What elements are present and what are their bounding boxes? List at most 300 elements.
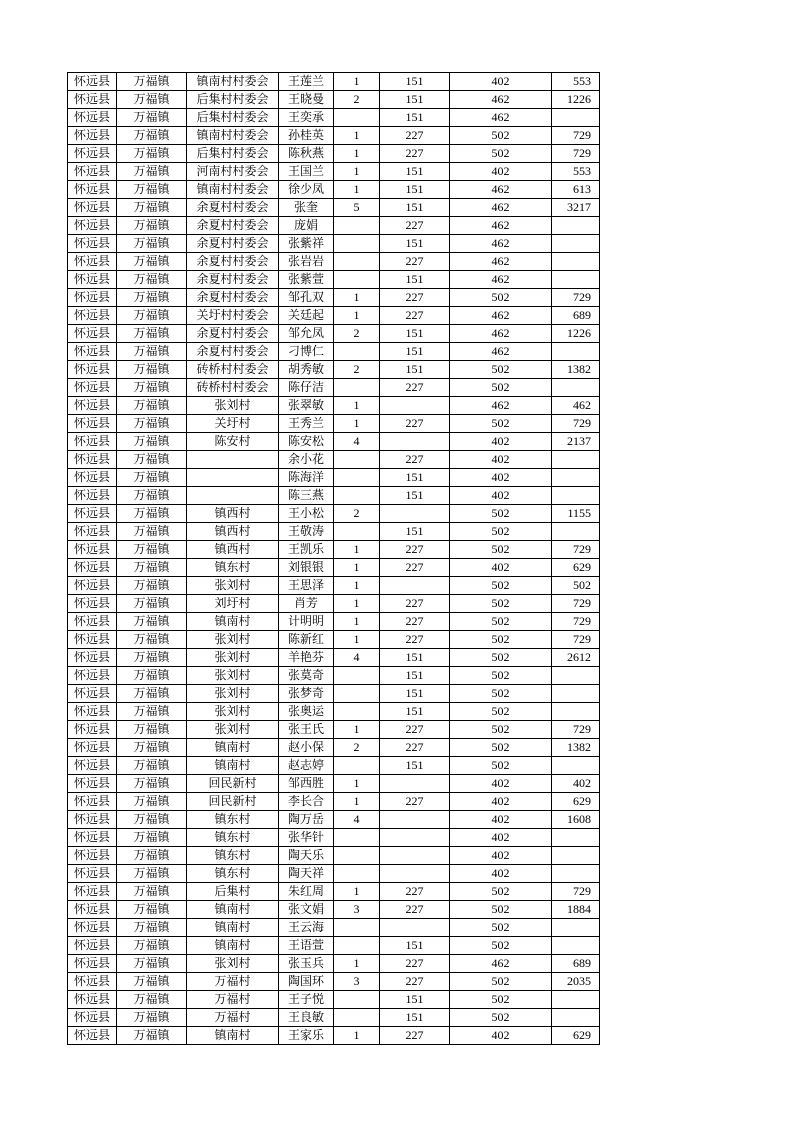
county-cell: 怀远县 [68, 433, 117, 451]
amount-a-cell: 151 [380, 1009, 450, 1027]
total-cell: 629 [552, 559, 600, 577]
village-cell: 镇西村 [187, 541, 279, 559]
amount-b-cell: 502 [450, 361, 552, 379]
amount-b-cell: 502 [450, 145, 552, 163]
total-cell: 3217 [552, 199, 600, 217]
total-cell [552, 235, 600, 253]
table-row [68, 199, 600, 217]
table-row [68, 721, 600, 739]
name-cell: 王秀兰 [279, 415, 334, 433]
village-cell: 余夏村村委会 [187, 217, 279, 235]
town-cell: 万福镇 [117, 181, 187, 199]
total-cell: 553 [552, 163, 600, 181]
town-cell: 万福镇 [117, 667, 187, 685]
town-cell: 万福镇 [117, 937, 187, 955]
table-row [68, 595, 600, 613]
county-cell: 怀远县 [68, 145, 117, 163]
county-cell: 怀远县 [68, 73, 117, 91]
amount-b-cell: 502 [450, 505, 552, 523]
table-row [68, 1027, 600, 1045]
amount-b-cell: 462 [450, 397, 552, 415]
total-cell [552, 865, 600, 883]
county-cell: 怀远县 [68, 613, 117, 631]
amount-a-cell: 151 [380, 757, 450, 775]
count-cell: 2 [334, 361, 380, 379]
total-cell: 1226 [552, 91, 600, 109]
amount-b-cell: 502 [450, 613, 552, 631]
table-row [68, 361, 600, 379]
table-row [68, 883, 600, 901]
name-cell: 张翠敏 [279, 397, 334, 415]
town-cell: 万福镇 [117, 883, 187, 901]
total-cell: 729 [552, 541, 600, 559]
town-cell: 万福镇 [117, 865, 187, 883]
table-row [68, 325, 600, 343]
table-row [68, 901, 600, 919]
total-cell: 2035 [552, 973, 600, 991]
table-row [68, 649, 600, 667]
town-cell: 万福镇 [117, 163, 187, 181]
amount-b-cell: 402 [450, 829, 552, 847]
amount-b-cell: 502 [450, 649, 552, 667]
village-cell: 万福村 [187, 991, 279, 1009]
total-cell: 462 [552, 397, 600, 415]
county-cell: 怀远县 [68, 487, 117, 505]
town-cell: 万福镇 [117, 919, 187, 937]
village-cell: 张刘村 [187, 667, 279, 685]
amount-a-cell: 227 [380, 1027, 450, 1045]
total-cell [552, 829, 600, 847]
town-cell: 万福镇 [117, 325, 187, 343]
amount-b-cell: 502 [450, 289, 552, 307]
table-row [68, 703, 600, 721]
amount-a-cell [380, 847, 450, 865]
county-cell: 怀远县 [68, 631, 117, 649]
county-cell: 怀远县 [68, 955, 117, 973]
name-cell: 赵志婷 [279, 757, 334, 775]
village-cell: 余夏村村委会 [187, 235, 279, 253]
total-cell: 729 [552, 415, 600, 433]
county-cell: 怀远县 [68, 361, 117, 379]
county-cell: 怀远县 [68, 451, 117, 469]
count-cell [334, 991, 380, 1009]
table-row [68, 739, 600, 757]
count-cell [334, 865, 380, 883]
table-row [68, 91, 600, 109]
village-cell: 刘圩村 [187, 595, 279, 613]
name-cell: 孙桂英 [279, 127, 334, 145]
amount-b-cell: 402 [450, 451, 552, 469]
count-cell: 1 [334, 307, 380, 325]
county-cell: 怀远县 [68, 523, 117, 541]
town-cell: 万福镇 [117, 721, 187, 739]
total-cell: 2137 [552, 433, 600, 451]
amount-a-cell [380, 433, 450, 451]
town-cell: 万福镇 [117, 901, 187, 919]
village-cell: 张刘村 [187, 397, 279, 415]
county-cell: 怀远县 [68, 721, 117, 739]
amount-a-cell [380, 865, 450, 883]
table-row [68, 973, 600, 991]
total-cell: 1884 [552, 901, 600, 919]
town-cell: 万福镇 [117, 829, 187, 847]
count-cell [334, 937, 380, 955]
table-row [68, 127, 600, 145]
name-cell: 陈三燕 [279, 487, 334, 505]
total-cell [552, 757, 600, 775]
name-cell: 刘银银 [279, 559, 334, 577]
count-cell: 3 [334, 901, 380, 919]
county-cell: 怀远县 [68, 865, 117, 883]
table-row [68, 757, 600, 775]
name-cell: 朱红周 [279, 883, 334, 901]
county-cell: 怀远县 [68, 469, 117, 487]
village-cell: 万福村 [187, 1009, 279, 1027]
amount-b-cell: 502 [450, 127, 552, 145]
town-cell: 万福镇 [117, 253, 187, 271]
total-cell: 729 [552, 127, 600, 145]
town-cell: 万福镇 [117, 199, 187, 217]
amount-a-cell: 227 [380, 901, 450, 919]
count-cell: 1 [334, 577, 380, 595]
name-cell: 王莲兰 [279, 73, 334, 91]
name-cell: 徐少凤 [279, 181, 334, 199]
count-cell [334, 1009, 380, 1027]
count-cell: 1 [334, 73, 380, 91]
count-cell: 5 [334, 199, 380, 217]
table-row [68, 667, 600, 685]
table-body [68, 73, 600, 1045]
amount-a-cell: 227 [380, 127, 450, 145]
village-cell [187, 451, 279, 469]
count-cell: 2 [334, 505, 380, 523]
county-cell: 怀远县 [68, 973, 117, 991]
table-row [68, 253, 600, 271]
total-cell [552, 991, 600, 1009]
total-cell: 2612 [552, 649, 600, 667]
amount-a-cell: 151 [380, 199, 450, 217]
count-cell: 1 [334, 721, 380, 739]
town-cell: 万福镇 [117, 613, 187, 631]
total-cell: 402 [552, 775, 600, 793]
amount-a-cell [380, 775, 450, 793]
table-row [68, 631, 600, 649]
county-cell: 怀远县 [68, 937, 117, 955]
table-row [68, 235, 600, 253]
table-row [68, 163, 600, 181]
count-cell: 2 [334, 739, 380, 757]
count-cell: 1 [334, 415, 380, 433]
name-cell: 王良敏 [279, 1009, 334, 1027]
name-cell: 陈仔洁 [279, 379, 334, 397]
table-row [68, 145, 600, 163]
town-cell: 万福镇 [117, 145, 187, 163]
amount-b-cell: 502 [450, 523, 552, 541]
total-cell: 1382 [552, 361, 600, 379]
amount-b-cell: 502 [450, 919, 552, 937]
table-row [68, 775, 600, 793]
count-cell: 1 [334, 631, 380, 649]
total-cell [552, 451, 600, 469]
count-cell: 1 [334, 613, 380, 631]
county-cell: 怀远县 [68, 883, 117, 901]
village-cell [187, 469, 279, 487]
town-cell: 万福镇 [117, 73, 187, 91]
name-cell: 王思泽 [279, 577, 334, 595]
count-cell [334, 235, 380, 253]
amount-b-cell: 462 [450, 325, 552, 343]
amount-b-cell: 402 [450, 793, 552, 811]
table-row [68, 379, 600, 397]
village-cell: 后集村村委会 [187, 109, 279, 127]
table-row [68, 991, 600, 1009]
count-cell: 1 [334, 1027, 380, 1045]
amount-a-cell: 227 [380, 541, 450, 559]
table-row [68, 541, 600, 559]
total-cell: 553 [552, 73, 600, 91]
total-cell: 689 [552, 307, 600, 325]
table-row [68, 271, 600, 289]
table-row [68, 73, 600, 91]
town-cell: 万福镇 [117, 685, 187, 703]
name-cell: 王国兰 [279, 163, 334, 181]
count-cell [334, 469, 380, 487]
amount-a-cell [380, 811, 450, 829]
table-row [68, 307, 600, 325]
count-cell: 1 [334, 289, 380, 307]
amount-b-cell: 502 [450, 1009, 552, 1027]
village-cell: 镇西村 [187, 505, 279, 523]
amount-b-cell: 462 [450, 109, 552, 127]
total-cell: 1608 [552, 811, 600, 829]
village-cell: 余夏村村委会 [187, 289, 279, 307]
village-cell: 镇南村 [187, 937, 279, 955]
amount-a-cell: 227 [380, 379, 450, 397]
village-cell: 镇东村 [187, 829, 279, 847]
count-cell: 1 [334, 793, 380, 811]
amount-b-cell: 462 [450, 343, 552, 361]
amount-b-cell: 502 [450, 991, 552, 1009]
county-cell: 怀远县 [68, 541, 117, 559]
amount-b-cell: 402 [450, 847, 552, 865]
village-cell: 余夏村村委会 [187, 199, 279, 217]
village-cell: 镇南村 [187, 739, 279, 757]
amount-b-cell: 402 [450, 469, 552, 487]
name-cell: 李长合 [279, 793, 334, 811]
name-cell: 邹孔双 [279, 289, 334, 307]
table-row [68, 451, 600, 469]
total-cell: 629 [552, 1027, 600, 1045]
count-cell [334, 217, 380, 235]
total-cell [552, 379, 600, 397]
table-row [68, 433, 600, 451]
table-row [68, 577, 600, 595]
county-cell: 怀远县 [68, 577, 117, 595]
amount-a-cell: 151 [380, 271, 450, 289]
total-cell [552, 1009, 600, 1027]
total-cell: 729 [552, 289, 600, 307]
village-cell: 镇南村村委会 [187, 127, 279, 145]
amount-b-cell: 502 [450, 415, 552, 433]
name-cell: 陶万岳 [279, 811, 334, 829]
name-cell: 肖芳 [279, 595, 334, 613]
village-cell: 镇南村 [187, 757, 279, 775]
amount-a-cell: 151 [380, 667, 450, 685]
village-cell: 砖桥村村委会 [187, 379, 279, 397]
name-cell: 王奕承 [279, 109, 334, 127]
table-row [68, 937, 600, 955]
count-cell: 2 [334, 325, 380, 343]
name-cell: 张华针 [279, 829, 334, 847]
total-cell [552, 523, 600, 541]
table-row [68, 793, 600, 811]
town-cell: 万福镇 [117, 343, 187, 361]
total-cell [552, 217, 600, 235]
name-cell: 陈新红 [279, 631, 334, 649]
village-cell: 余夏村村委会 [187, 325, 279, 343]
town-cell: 万福镇 [117, 631, 187, 649]
county-cell: 怀远县 [68, 505, 117, 523]
name-cell: 庞娟 [279, 217, 334, 235]
count-cell [334, 343, 380, 361]
count-cell: 1 [334, 181, 380, 199]
table-row [68, 919, 600, 937]
village-cell: 砖桥村村委会 [187, 361, 279, 379]
amount-a-cell: 151 [380, 487, 450, 505]
table-row [68, 829, 600, 847]
village-cell: 后集村 [187, 883, 279, 901]
total-cell [552, 109, 600, 127]
amount-b-cell: 402 [450, 811, 552, 829]
total-cell [552, 253, 600, 271]
amount-b-cell: 402 [450, 433, 552, 451]
county-cell: 怀远县 [68, 757, 117, 775]
total-cell [552, 469, 600, 487]
county-cell: 怀远县 [68, 811, 117, 829]
amount-b-cell: 502 [450, 739, 552, 757]
count-cell: 2 [334, 91, 380, 109]
county-cell: 怀远县 [68, 271, 117, 289]
amount-b-cell: 502 [450, 757, 552, 775]
name-cell: 王语萱 [279, 937, 334, 955]
county-cell: 怀远县 [68, 991, 117, 1009]
count-cell: 1 [334, 559, 380, 577]
count-cell [334, 109, 380, 127]
total-cell [552, 343, 600, 361]
amount-b-cell: 502 [450, 685, 552, 703]
amount-a-cell: 151 [380, 991, 450, 1009]
name-cell: 王子悦 [279, 991, 334, 1009]
total-cell [552, 271, 600, 289]
town-cell: 万福镇 [117, 541, 187, 559]
amount-b-cell: 502 [450, 703, 552, 721]
total-cell: 502 [552, 577, 600, 595]
amount-b-cell: 402 [450, 1027, 552, 1045]
town-cell: 万福镇 [117, 271, 187, 289]
amount-a-cell: 227 [380, 955, 450, 973]
amount-b-cell: 502 [450, 901, 552, 919]
name-cell: 余小花 [279, 451, 334, 469]
town-cell: 万福镇 [117, 649, 187, 667]
name-cell: 关廷起 [279, 307, 334, 325]
amount-a-cell: 227 [380, 451, 450, 469]
amount-a-cell: 151 [380, 235, 450, 253]
total-cell: 1155 [552, 505, 600, 523]
amount-b-cell: 402 [450, 487, 552, 505]
amount-a-cell: 151 [380, 343, 450, 361]
table-row [68, 955, 600, 973]
amount-a-cell [380, 919, 450, 937]
table-row [68, 289, 600, 307]
name-cell: 王小松 [279, 505, 334, 523]
county-cell: 怀远县 [68, 649, 117, 667]
name-cell: 陈海洋 [279, 469, 334, 487]
county-cell: 怀远县 [68, 289, 117, 307]
county-cell: 怀远县 [68, 739, 117, 757]
table-row [68, 523, 600, 541]
amount-a-cell: 227 [380, 613, 450, 631]
count-cell: 1 [334, 145, 380, 163]
amount-b-cell: 402 [450, 775, 552, 793]
amount-a-cell: 151 [380, 361, 450, 379]
county-cell: 怀远县 [68, 325, 117, 343]
town-cell: 万福镇 [117, 379, 187, 397]
village-cell: 陈安村 [187, 433, 279, 451]
count-cell: 1 [334, 595, 380, 613]
amount-b-cell: 502 [450, 721, 552, 739]
table-row [68, 217, 600, 235]
village-cell: 镇南村 [187, 919, 279, 937]
table-row [68, 397, 600, 415]
count-cell [334, 487, 380, 505]
name-cell: 王晓曼 [279, 91, 334, 109]
town-cell: 万福镇 [117, 505, 187, 523]
amount-a-cell: 151 [380, 163, 450, 181]
total-cell: 629 [552, 793, 600, 811]
count-cell [334, 757, 380, 775]
town-cell: 万福镇 [117, 991, 187, 1009]
name-cell: 王家乐 [279, 1027, 334, 1045]
village-cell: 张刘村 [187, 955, 279, 973]
name-cell: 张岩岩 [279, 253, 334, 271]
total-cell: 729 [552, 631, 600, 649]
village-cell [187, 487, 279, 505]
count-cell: 1 [334, 397, 380, 415]
county-cell: 怀远县 [68, 1027, 117, 1045]
table-row [68, 505, 600, 523]
amount-a-cell: 151 [380, 181, 450, 199]
county-cell: 怀远县 [68, 109, 117, 127]
county-cell: 怀远县 [68, 199, 117, 217]
amount-b-cell: 462 [450, 91, 552, 109]
count-cell [334, 829, 380, 847]
town-cell: 万福镇 [117, 703, 187, 721]
table-row [68, 811, 600, 829]
table-row [68, 109, 600, 127]
county-cell: 怀远县 [68, 343, 117, 361]
amount-b-cell: 502 [450, 667, 552, 685]
town-cell: 万福镇 [117, 577, 187, 595]
amount-b-cell: 502 [450, 883, 552, 901]
village-cell: 镇南村村委会 [187, 73, 279, 91]
amount-a-cell: 227 [380, 307, 450, 325]
county-cell: 怀远县 [68, 379, 117, 397]
amount-b-cell: 402 [450, 865, 552, 883]
town-cell: 万福镇 [117, 307, 187, 325]
amount-a-cell: 227 [380, 631, 450, 649]
total-cell: 729 [552, 721, 600, 739]
county-cell: 怀远县 [68, 91, 117, 109]
